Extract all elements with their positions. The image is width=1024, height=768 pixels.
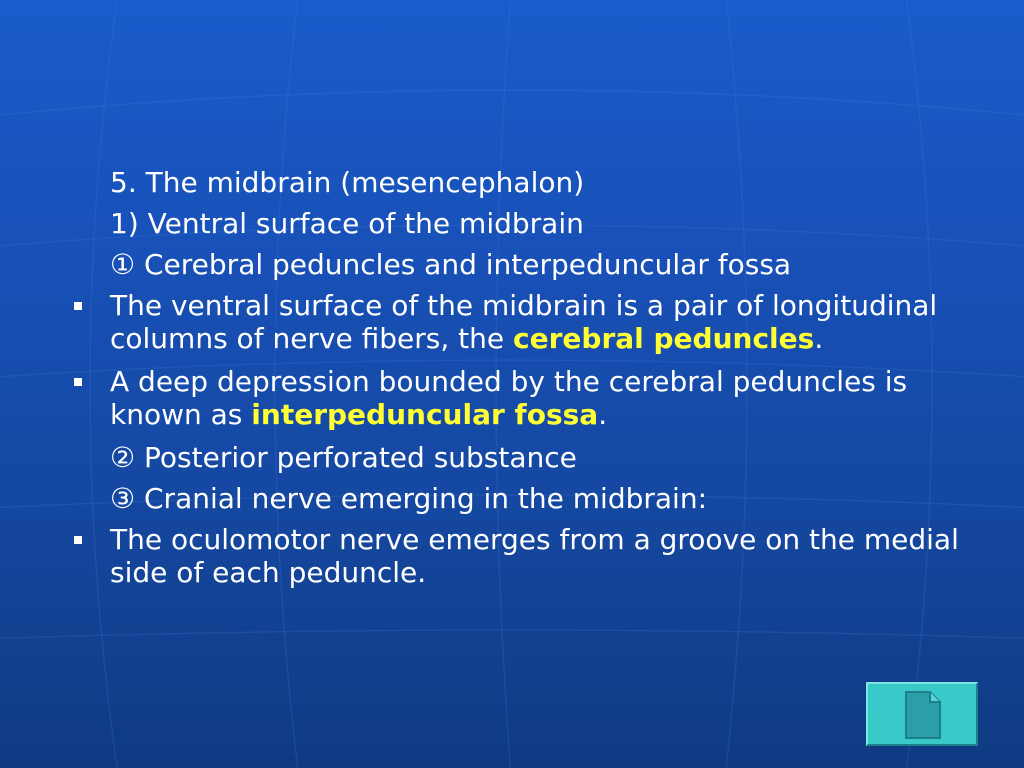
section-heading: 5. The midbrain (mesencephalon) [110, 166, 585, 199]
topic-heading-2: ② Posterior perforated substance [110, 441, 577, 474]
bullet-2-text: A deep depression bounded by the cerebral peduncles is known as [110, 365, 908, 431]
document-nav-button[interactable] [866, 682, 978, 746]
topic-heading-3: ③ Cranial nerve emerging in the midbrain: [110, 482, 707, 515]
bullet-1-text: The ventral surface of the midbrain is a pair of longitudinal columns of nerve fibers, the [110, 289, 938, 355]
bullet-1-highlight: cerebral peduncles [513, 322, 815, 355]
bullet-item-1 [72, 289, 972, 355]
bullet-3-text: The oculomotor nerve emerges from a groove on the medial side of each peduncle. [110, 523, 959, 589]
subsection-heading: 1) Ventral surface of the midbrain [110, 207, 584, 240]
bullet-2-end: . [598, 398, 608, 431]
document-icon [904, 690, 942, 740]
bullet-item-3 [72, 523, 972, 589]
bullet-item-2 [72, 365, 972, 431]
topic-heading-1: ① Cerebral peduncles and interpeduncular fossa [110, 248, 792, 281]
bullet-2-highlight: interpeduncular fossa [251, 398, 599, 431]
slide-content [72, 166, 972, 599]
square-bullet-icon [74, 302, 82, 310]
bullet-1-end: . [814, 322, 824, 355]
square-bullet-icon [74, 536, 82, 544]
square-bullet-icon [74, 378, 82, 386]
